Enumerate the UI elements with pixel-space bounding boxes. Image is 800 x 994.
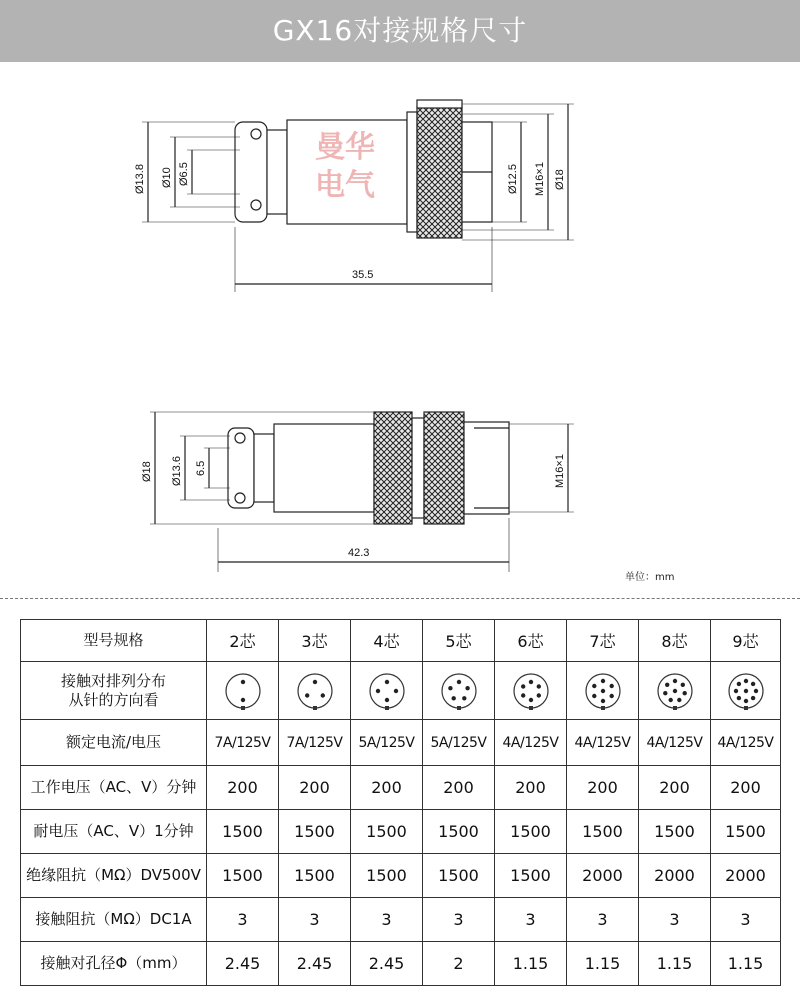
value-cell: 1500: [279, 810, 351, 854]
pin-layout-5: [439, 671, 479, 711]
top-dim-length: 35.5: [352, 269, 374, 281]
row-label: 接触对孔径Φ（mm）: [21, 942, 207, 986]
value-cell: 200: [207, 766, 279, 810]
top-dim-d125: Ø12.5: [507, 164, 519, 194]
pin-layout-9: [726, 671, 766, 711]
value-cell: 4A/125V: [495, 720, 567, 766]
row-label: 耐电压（AC、V）1分钟: [21, 810, 207, 854]
value-cell: 3: [351, 898, 423, 942]
pin-layout-2: [223, 671, 263, 711]
value-cell: 1.15: [567, 942, 639, 986]
value-cell: 200: [495, 766, 567, 810]
table-row: [21, 942, 781, 986]
value-cell: 2.45: [351, 942, 423, 986]
pin-layout-cell: [423, 662, 495, 720]
value-cell: 5A/125V: [423, 720, 495, 766]
value-cell: 2: [423, 942, 495, 986]
model-header: 2芯: [207, 620, 279, 662]
value-cell: 7A/125V: [207, 720, 279, 766]
bottom-connector-outline: [228, 412, 509, 524]
pin-layout-cell: [495, 662, 567, 720]
value-cell: 3: [279, 898, 351, 942]
bottom-dim-m16: M16×1: [554, 454, 566, 488]
bottom-dim-length: 42.3: [348, 547, 370, 559]
value-cell: 2000: [567, 854, 639, 898]
value-cell: 4A/125V: [567, 720, 639, 766]
table-row: [21, 854, 781, 898]
bottom-dim-65: 6.5: [195, 460, 207, 476]
model-header: 9芯: [711, 620, 781, 662]
value-cell: 200: [711, 766, 781, 810]
value-cell: 200: [351, 766, 423, 810]
value-cell: 4A/125V: [711, 720, 781, 766]
page-title-banner: [0, 0, 800, 62]
value-cell: 200: [639, 766, 711, 810]
table-row: [21, 720, 781, 766]
top-dim-d10: Ø10: [161, 167, 173, 188]
value-cell: 1500: [495, 810, 567, 854]
page-title: GX16对接规格尺寸: [272, 14, 528, 47]
table-row: [21, 662, 781, 720]
value-cell: 200: [567, 766, 639, 810]
value-cell: 3: [423, 898, 495, 942]
bottom-dim-d136: Ø13.6: [171, 456, 183, 486]
row-label: 接触对排列分布 从针的方向看: [21, 662, 207, 720]
row-label: 绝缘阻抗（MΩ）DV500V: [21, 854, 207, 898]
value-cell: 1500: [423, 810, 495, 854]
top-dim-d138: Ø13.8: [134, 164, 146, 194]
model-header: 8芯: [639, 620, 711, 662]
value-cell: 2000: [711, 854, 781, 898]
value-cell: 1500: [639, 810, 711, 854]
value-cell: 2.45: [279, 942, 351, 986]
row-label: 工作电压（AC、V）分钟: [21, 766, 207, 810]
value-cell: 4A/125V: [639, 720, 711, 766]
value-cell: 3: [567, 898, 639, 942]
watermark-line2: 电气: [315, 168, 375, 203]
table-header-row: [21, 620, 781, 662]
table-header-label: 型号规格: [21, 620, 207, 662]
pin-layout-7: [583, 671, 623, 711]
value-cell: 1500: [351, 810, 423, 854]
model-header: 7芯: [567, 620, 639, 662]
value-cell: 1500: [351, 854, 423, 898]
pin-layout-cell: [279, 662, 351, 720]
value-cell: 1500: [423, 854, 495, 898]
value-cell: 7A/125V: [279, 720, 351, 766]
pin-layout-6: [511, 671, 551, 711]
value-cell: 1.15: [639, 942, 711, 986]
pin-layout-cell: [639, 662, 711, 720]
table-row: [21, 810, 781, 854]
value-cell: 1500: [567, 810, 639, 854]
pin-layout-cell: [207, 662, 279, 720]
model-header: 5芯: [423, 620, 495, 662]
model-header: 4芯: [351, 620, 423, 662]
value-cell: 1500: [495, 854, 567, 898]
model-header: 6芯: [495, 620, 567, 662]
spec-table: [20, 619, 781, 986]
top-dim-m16: M16×1: [534, 162, 546, 196]
value-cell: 2.45: [207, 942, 279, 986]
value-cell: 1500: [279, 854, 351, 898]
model-header: 3芯: [279, 620, 351, 662]
value-cell: 5A/125V: [351, 720, 423, 766]
pin-layout-cell: [351, 662, 423, 720]
table-row: [21, 766, 781, 810]
top-dim-d65: Ø6.5: [178, 162, 190, 186]
value-cell: 1500: [711, 810, 781, 854]
value-cell: 3: [639, 898, 711, 942]
value-cell: 1500: [207, 810, 279, 854]
pin-layout-cell: [711, 662, 781, 720]
pin-layout-cell: [567, 662, 639, 720]
value-cell: 1.15: [711, 942, 781, 986]
row-label: 额定电流/电压: [21, 720, 207, 766]
table-row: [21, 898, 781, 942]
watermark-line1: 曼华: [315, 130, 375, 165]
value-cell: 3: [711, 898, 781, 942]
unit-label: 单位：mm: [625, 572, 675, 583]
pin-layout-8: [655, 671, 695, 711]
connector-drawing: [0, 62, 800, 592]
value-cell: 1500: [207, 854, 279, 898]
bottom-dim-d18: Ø18: [141, 461, 153, 482]
value-cell: 3: [495, 898, 567, 942]
pin-layout-3: [295, 671, 335, 711]
top-dim-d18: Ø18: [554, 169, 566, 190]
pin-layout-4: [367, 671, 407, 711]
value-cell: 200: [279, 766, 351, 810]
value-cell: 2000: [639, 854, 711, 898]
value-cell: 3: [207, 898, 279, 942]
row-label: 接触阻抗（MΩ）DC1A: [21, 898, 207, 942]
divider: [0, 598, 800, 599]
value-cell: 1.15: [495, 942, 567, 986]
value-cell: 200: [423, 766, 495, 810]
